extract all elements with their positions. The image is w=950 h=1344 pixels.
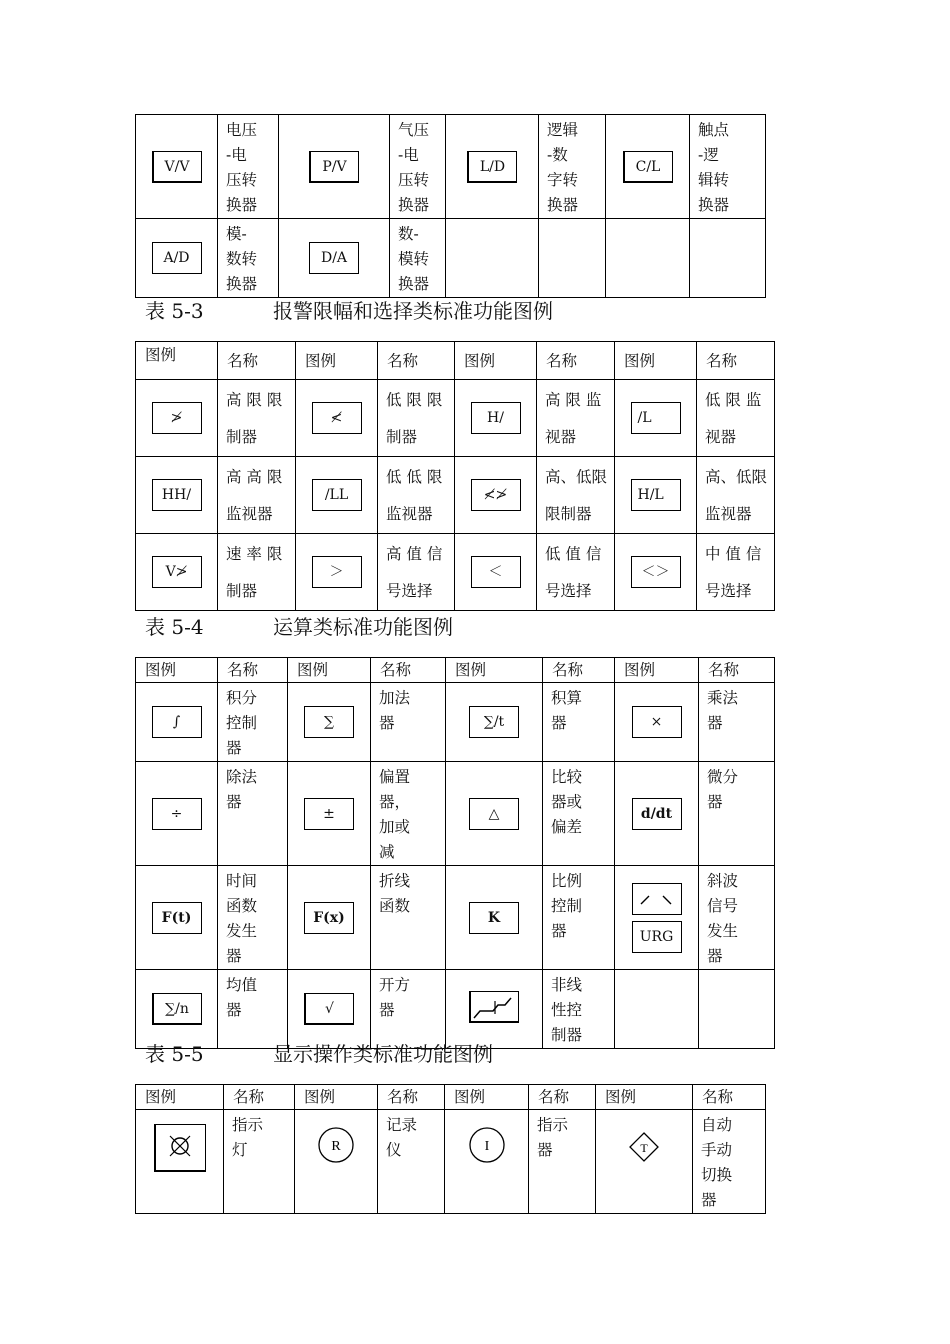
header-name: 名称 bbox=[387, 1088, 419, 1106]
symbol-high-monitor: H/ bbox=[471, 402, 521, 434]
name-proportional: 比例 控制 器 bbox=[551, 872, 583, 940]
indicator-icon bbox=[468, 1126, 506, 1164]
caption-table-5-5 bbox=[145, 1041, 493, 1067]
name-high-low-monitor: 高、低限 监视器 bbox=[705, 468, 768, 523]
name-low-select: 低 值 信 号选择 bbox=[545, 545, 602, 600]
header-name: 名称 bbox=[380, 661, 412, 679]
caption-number: 表 5-5 bbox=[145, 1042, 204, 1066]
symbol-derivative: d/dt bbox=[632, 798, 682, 830]
name-low-monitor: 低 限 监 视器 bbox=[705, 391, 762, 446]
name-ad-converter: 模- 数转 换器 bbox=[226, 225, 258, 293]
ramp-icon bbox=[632, 883, 682, 915]
caption-title: 报警限幅和选择类标准功能图例 bbox=[273, 299, 553, 323]
symbol-polyline-function: F(x) bbox=[304, 902, 354, 934]
symbol-switch: T bbox=[640, 1141, 648, 1155]
name-totalizer: 积算 器 bbox=[551, 689, 583, 732]
header-legend: 图例 bbox=[145, 1088, 177, 1106]
symbol-high-low-monitor: H/L bbox=[631, 479, 681, 511]
name-low-low-monitor: 低 低 限 监视器 bbox=[386, 468, 443, 523]
name-auto-manual-switch: 自动 手动 切换 器 bbox=[701, 1116, 733, 1209]
caption-number: 表 5-4 bbox=[145, 615, 204, 639]
symbol-bias: ± bbox=[304, 798, 354, 830]
name-polyline-function: 折线 函数 bbox=[379, 872, 411, 915]
name-median-select: 中 值 信 号选择 bbox=[705, 545, 762, 600]
symbol-square-root: √ bbox=[304, 993, 354, 1025]
header-legend: 图例 bbox=[624, 352, 656, 370]
name-logic-digital-converter: 逻辑 -数 字转 换器 bbox=[547, 121, 579, 214]
caption-table-5-4 bbox=[145, 614, 453, 640]
symbol-integral: ∫ bbox=[152, 706, 202, 738]
symbol-low-monitor: /L bbox=[631, 402, 681, 434]
converter-table bbox=[135, 114, 766, 298]
header-name: 名称 bbox=[538, 1088, 570, 1106]
caption-title: 显示操作类标准功能图例 bbox=[273, 1042, 493, 1066]
header-name: 名称 bbox=[702, 1088, 734, 1106]
name-comparator: 比较 器或 偏差 bbox=[551, 768, 583, 836]
arithmetic-table bbox=[135, 657, 775, 1049]
name-multiplier: 乘法 器 bbox=[707, 689, 739, 732]
symbol-high-high-monitor: HH/ bbox=[152, 479, 202, 511]
name-da-converter: 数- 模转 换器 bbox=[398, 225, 430, 293]
name-ramp-generator: 斜波 信号 发生 器 bbox=[707, 872, 739, 965]
symbol-rate-limiter: V≯ bbox=[152, 556, 202, 588]
symbol-divider: ÷ bbox=[152, 798, 202, 830]
name-voltage-converter: 电压 -电 压转 换器 bbox=[226, 121, 258, 214]
header-legend: 图例 bbox=[297, 661, 329, 679]
header-legend: 图例 bbox=[145, 346, 177, 364]
caption-title: 运算类标准功能图例 bbox=[273, 615, 453, 639]
name-integral-controller: 积分 控制 器 bbox=[226, 689, 258, 757]
name-low-limiter: 低 限 限 制器 bbox=[386, 391, 443, 446]
name-divider: 除法 器 bbox=[226, 768, 258, 811]
header-legend: 图例 bbox=[464, 352, 496, 370]
name-indicator: 指示 器 bbox=[537, 1116, 569, 1159]
name-high-low-limiter: 高、低限 限制器 bbox=[545, 468, 608, 523]
name-bias: 偏置 器， 加或 减 bbox=[379, 768, 411, 861]
header-legend: 图例 bbox=[145, 661, 177, 679]
name-derivative: 微分 器 bbox=[707, 768, 739, 811]
name-square-root: 开方 器 bbox=[379, 976, 411, 1019]
symbol-low-limiter: ≮ bbox=[312, 402, 362, 434]
symbol-high-select: ＞ bbox=[312, 556, 362, 588]
symbol-high-limiter: ≯ bbox=[152, 402, 202, 434]
name-adder: 加法 器 bbox=[379, 689, 411, 732]
symbol-recorder: R bbox=[331, 1139, 341, 1154]
name-nonlinear-controller: 非线 性控 制器 bbox=[551, 976, 583, 1044]
header-name: 名称 bbox=[552, 661, 584, 679]
header-name: 名称 bbox=[227, 661, 259, 679]
header-name: 名称 bbox=[546, 352, 578, 370]
symbol-time-function: F(t) bbox=[152, 902, 202, 934]
symbol-median-select: ＜＞ bbox=[631, 556, 681, 588]
symbol-pv: P/V bbox=[309, 151, 359, 183]
symbol-averager: ∑/n bbox=[152, 993, 202, 1025]
nonlinear-curve-icon bbox=[469, 991, 519, 1023]
header-name: 名称 bbox=[708, 661, 740, 679]
header-name: 名称 bbox=[387, 352, 419, 370]
name-pressure-converter: 气压 -电 压转 换器 bbox=[398, 121, 430, 214]
symbol-cl: C/L bbox=[623, 151, 673, 183]
caption-number: 表 5-3 bbox=[145, 299, 204, 323]
header-name: 名称 bbox=[233, 1088, 265, 1106]
name-indicator-lamp: 指示 灯 bbox=[232, 1116, 264, 1159]
symbol-low-select: ＜ bbox=[471, 556, 521, 588]
header-legend: 图例 bbox=[454, 1088, 486, 1106]
header-legend: 图例 bbox=[605, 1088, 637, 1106]
name-high-limiter: 高 限 限 制器 bbox=[226, 391, 283, 446]
header-legend: 图例 bbox=[624, 661, 656, 679]
header-legend: 图例 bbox=[455, 661, 487, 679]
symbol-vv: V/V bbox=[152, 151, 202, 183]
name-high-select: 高 值 信 号选择 bbox=[386, 545, 443, 600]
name-high-monitor: 高 限 监 视器 bbox=[545, 391, 602, 446]
name-recorder: 记录 仪 bbox=[386, 1116, 418, 1159]
symbol-ad: A/D bbox=[152, 242, 202, 274]
symbol-da: D/A bbox=[309, 242, 359, 274]
symbol-ramp-generator: URG bbox=[632, 921, 682, 953]
header-name: 名称 bbox=[227, 352, 259, 370]
caption-table-5-3 bbox=[145, 298, 553, 324]
alarm-limit-table bbox=[135, 341, 775, 611]
symbol-multiplier: × bbox=[632, 706, 682, 738]
header-legend: 图例 bbox=[304, 1088, 336, 1106]
header-name: 名称 bbox=[706, 352, 738, 370]
symbol-comparator: △ bbox=[469, 798, 519, 830]
auto-manual-switch-icon bbox=[629, 1132, 659, 1162]
symbol-ld: L/D bbox=[467, 151, 517, 183]
symbol-totalizer: ∑/t bbox=[469, 706, 519, 738]
name-rate-limiter: 速 率 限 制器 bbox=[226, 545, 283, 600]
indicator-lamp-icon bbox=[154, 1124, 206, 1172]
display-operation-table bbox=[135, 1084, 766, 1214]
symbol-proportional: K bbox=[469, 902, 519, 934]
header-legend: 图例 bbox=[305, 352, 337, 370]
name-high-high-monitor: 高 高 限 监视器 bbox=[226, 468, 283, 523]
name-averager: 均值 器 bbox=[226, 976, 258, 1019]
symbol-low-low-monitor: /LL bbox=[312, 479, 362, 511]
recorder-icon bbox=[317, 1126, 355, 1164]
name-contact-logic-converter: 触点 -逻 辑转 换器 bbox=[698, 121, 730, 214]
symbol-indicator: I bbox=[484, 1139, 489, 1154]
symbol-adder: ∑ bbox=[304, 706, 354, 738]
symbol-high-low-limiter: ≮≯ bbox=[471, 479, 521, 511]
name-time-function: 时间 函数 发生 器 bbox=[226, 872, 258, 965]
